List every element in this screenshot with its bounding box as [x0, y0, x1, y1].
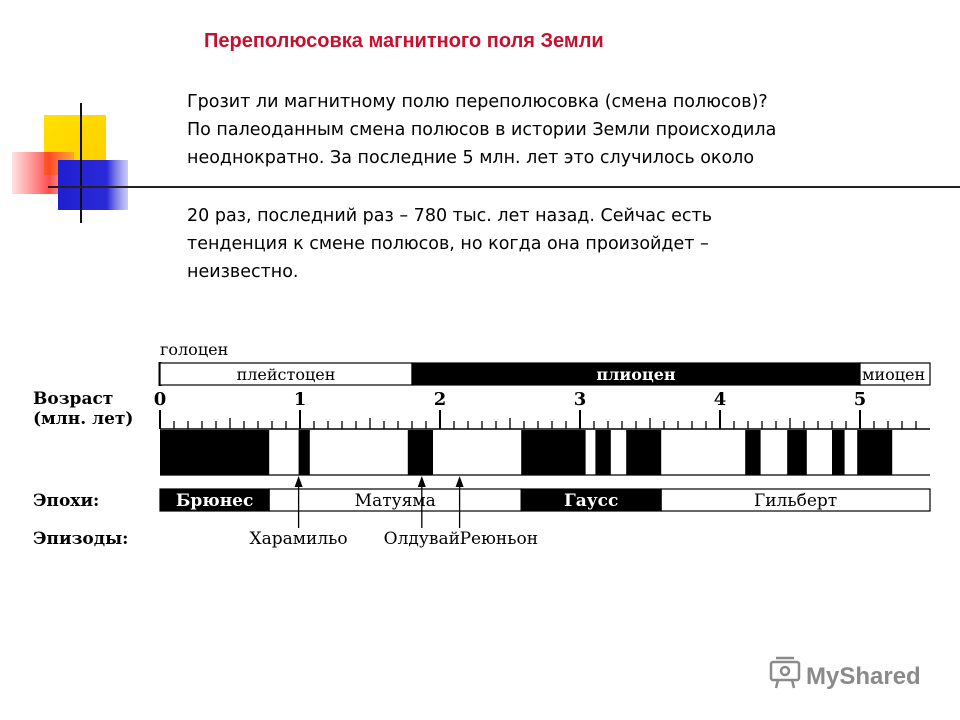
epoch-label-3: Гильберт	[753, 491, 838, 511]
period-label-0: плейстоцен	[236, 365, 336, 384]
axis-tick-label-4: 4	[713, 389, 727, 410]
periods-row	[160, 363, 930, 385]
age-label-line2: (млн. лет)	[33, 409, 134, 429]
myshared-watermark	[768, 654, 928, 694]
episodes-row	[250, 476, 539, 549]
paragraph-line-2: По палеоданным смена полюсов в истории Земли происходила	[187, 120, 777, 140]
axis-tick-label-0: 0	[153, 389, 167, 410]
normal-polarity-interval	[408, 430, 433, 475]
axis-tick-label-2: 2	[433, 389, 447, 410]
episodes-row-label: Эпизоды:	[33, 529, 129, 549]
normal-polarity-interval	[521, 430, 585, 475]
epoch-label-1: Матуяма	[354, 491, 436, 511]
age-axis	[154, 389, 930, 429]
polarity-timescale-diagram	[0, 320, 960, 580]
normal-polarity-interval	[595, 430, 610, 475]
normal-polarity-interval	[857, 430, 892, 475]
episode-label-1: Олдувай	[383, 529, 460, 549]
normal-polarity-interval	[626, 430, 661, 475]
holocene-label: голоцен	[160, 340, 229, 359]
decorative-corner-graphic	[0, 0, 140, 230]
epoch-label-2: Гаусс	[564, 491, 619, 511]
axis-tick-label-3: 3	[573, 389, 587, 410]
paragraph-line-6: неизвестно.	[187, 262, 299, 282]
paragraph-line-3: неоднократно. За последние 5 млн. лет это случилось около	[187, 148, 755, 168]
normal-polarity-interval	[160, 430, 269, 475]
paragraph-line-5: тенденция к смене полюсов, но когда она произойдет –	[187, 234, 709, 254]
period-label-1: плиоцен	[596, 365, 676, 384]
episode-arrowhead-2	[456, 476, 464, 487]
episode-label-0: Харамильо	[249, 529, 348, 549]
normal-polarity-interval	[832, 430, 845, 475]
watermark-text: MyShared	[806, 663, 921, 690]
epoch-label-0: Брюнес	[175, 491, 254, 511]
period-label-2: миоцен	[862, 365, 926, 384]
epochs-row	[160, 489, 930, 511]
age-label-line1: Возраст	[33, 389, 114, 409]
episode-arrowhead-0	[295, 476, 303, 487]
polarity-bar	[160, 430, 930, 475]
paragraph-line-1: Грозит ли магнитному полю переполюсовка (смена полюсов)?	[187, 92, 768, 112]
slide-title: Переполюсовка магнитного поля Земли	[204, 30, 604, 52]
projector-icon	[771, 658, 799, 688]
paragraph-line-4: 20 раз, последний раз – 780 тыс. лет назад. Сейчас есть	[187, 206, 713, 226]
axis-tick-label-1: 1	[293, 389, 307, 410]
normal-polarity-interval	[299, 430, 310, 475]
axis-tick-label-5: 5	[853, 389, 867, 410]
normal-polarity-interval	[787, 430, 807, 475]
episode-arrowhead-1	[418, 476, 426, 487]
epochs-row-label: Эпохи:	[33, 491, 100, 511]
header-divider-line	[48, 186, 960, 188]
normal-polarity-interval	[745, 430, 760, 475]
episode-label-2: Реюньон	[459, 529, 539, 549]
